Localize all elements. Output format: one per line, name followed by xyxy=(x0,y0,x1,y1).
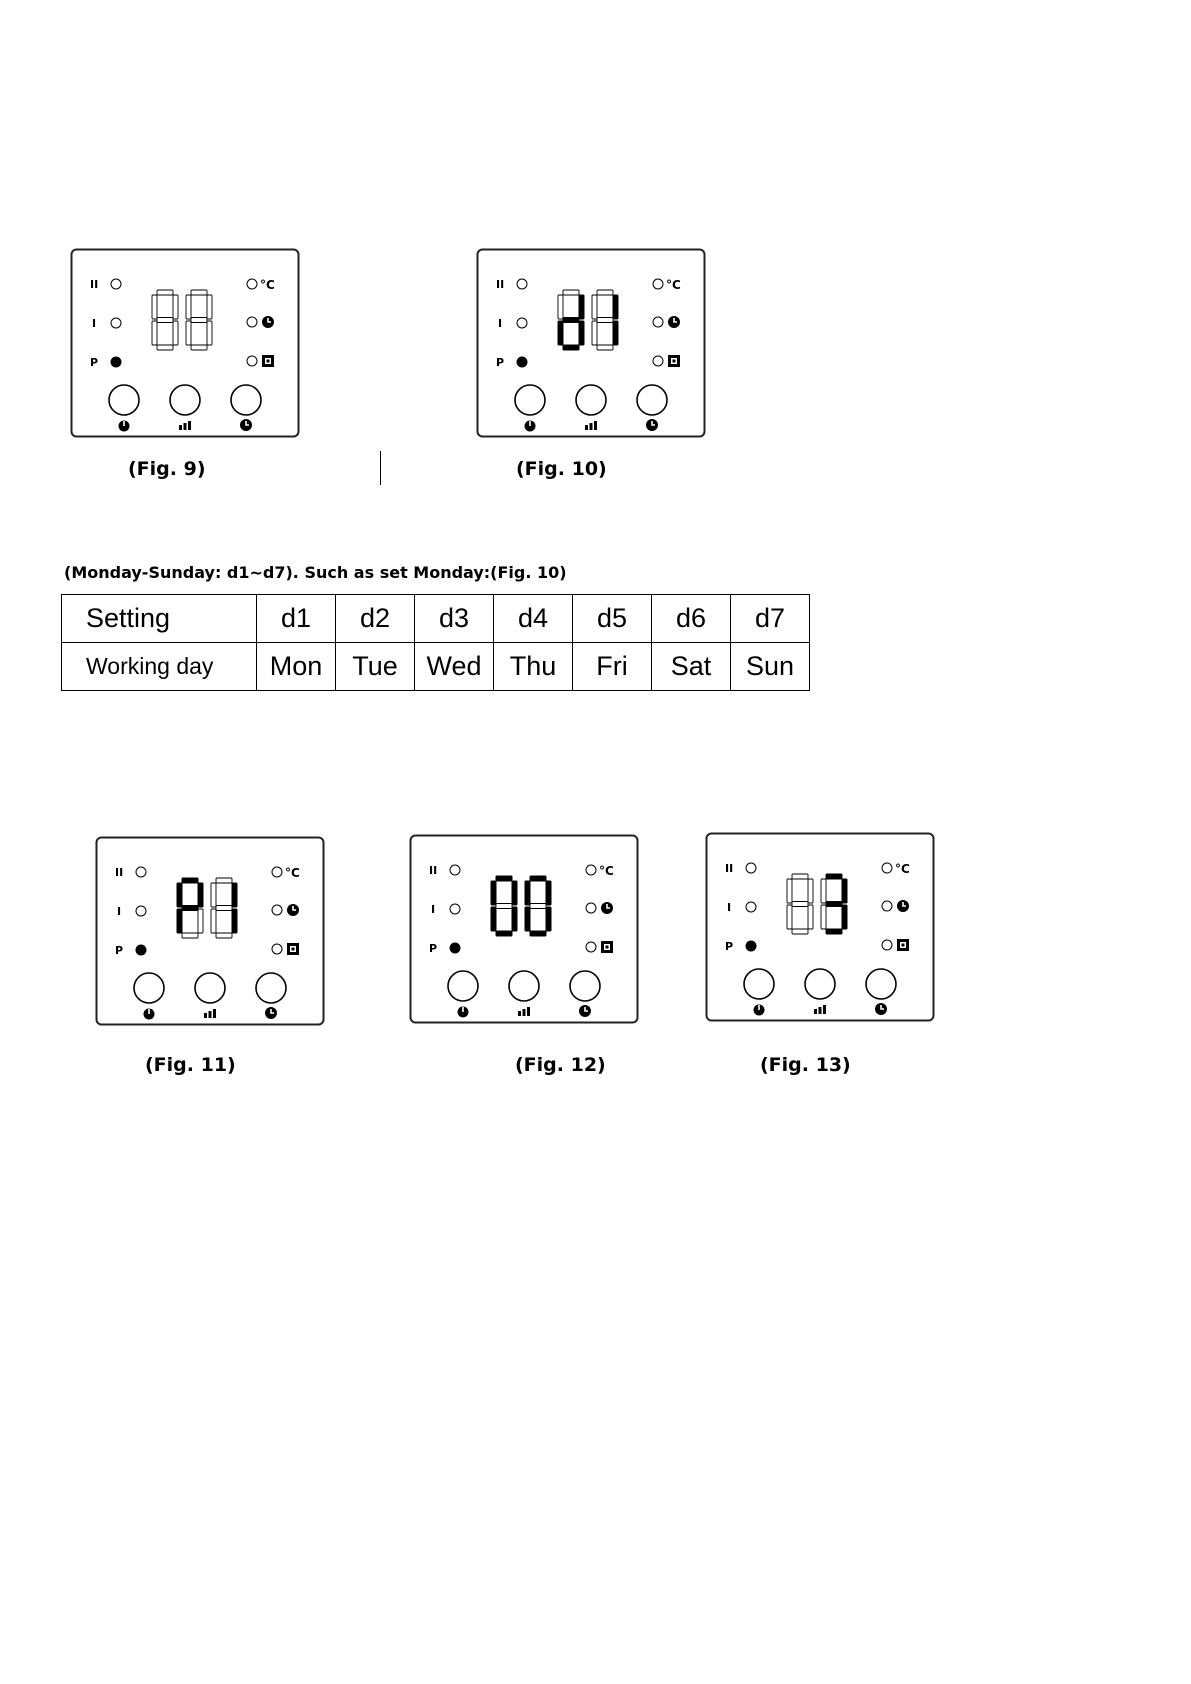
caption-fig13: (Fig. 13) xyxy=(760,1054,851,1076)
program-label: P xyxy=(115,944,124,957)
display-panel-fig12 xyxy=(409,834,639,1024)
lcd-segment xyxy=(496,931,512,936)
week-icon xyxy=(897,939,909,951)
clock-icon xyxy=(262,316,274,328)
week-icon xyxy=(601,941,613,953)
program-label: P xyxy=(429,942,438,955)
day-cell: Mon xyxy=(257,643,336,691)
program-indicator xyxy=(111,357,122,368)
level-icon-bar xyxy=(518,1011,521,1016)
lcd-segment xyxy=(496,904,512,909)
power-button xyxy=(515,385,545,415)
speed2-label: II xyxy=(429,864,438,877)
lcd-segment xyxy=(826,902,842,907)
weekday-table xyxy=(61,594,810,691)
table-row-setting xyxy=(62,595,810,643)
clock-icon xyxy=(287,904,299,916)
caption-fig11: (Fig. 11) xyxy=(145,1054,236,1076)
lcd-segment xyxy=(546,881,551,905)
speed2-indicator xyxy=(517,279,527,289)
lcd-segment xyxy=(216,933,232,938)
divider-line xyxy=(380,451,381,485)
level-icon-bar xyxy=(527,1007,530,1016)
lcd-segment xyxy=(157,345,173,350)
lcd-segment xyxy=(152,321,157,345)
lcd-segment xyxy=(211,909,216,933)
lcd-segment xyxy=(216,878,232,883)
level-button xyxy=(509,971,539,1001)
lcd-segment xyxy=(597,345,613,350)
level-button xyxy=(170,385,200,415)
clock-indicator xyxy=(586,903,596,913)
celsius-icon: °C xyxy=(285,866,300,880)
lcd-panel-drawing xyxy=(70,248,300,438)
power-button xyxy=(744,969,774,999)
table-row-working-day xyxy=(62,643,810,691)
celsius-indicator xyxy=(586,865,596,875)
day-cell: Wed xyxy=(415,643,494,691)
speed1-label: I xyxy=(727,901,732,914)
lcd-segment xyxy=(198,909,203,933)
power-icon xyxy=(754,1005,765,1016)
lcd-panel-drawing xyxy=(409,834,639,1024)
lcd-segment xyxy=(558,295,563,319)
lcd-segment xyxy=(232,883,237,907)
caption-fig12: (Fig. 12) xyxy=(515,1054,606,1076)
week-indicator xyxy=(247,356,257,366)
program-indicator xyxy=(136,945,147,956)
lcd-segment xyxy=(157,290,173,295)
lcd-segment xyxy=(563,290,579,295)
setting-cell: d5 xyxy=(573,595,652,643)
program-indicator xyxy=(517,357,528,368)
lcd-segment xyxy=(177,883,182,907)
level-icon-bar xyxy=(823,1005,826,1014)
lcd-panel-drawing xyxy=(95,836,325,1026)
speed1-indicator xyxy=(746,902,756,912)
day-cell: Tue xyxy=(336,643,415,691)
day-cell: Thu xyxy=(494,643,573,691)
speed1-indicator xyxy=(136,906,146,916)
lcd-segment xyxy=(191,318,207,323)
clock-icon xyxy=(668,316,680,328)
celsius-icon: °C xyxy=(599,864,614,878)
timer-button xyxy=(637,385,667,415)
lcd-segment xyxy=(597,318,613,323)
program-label: P xyxy=(725,940,734,953)
speed2-indicator xyxy=(136,867,146,877)
lcd-segment xyxy=(232,909,237,933)
setting-cell: d4 xyxy=(494,595,573,643)
power-button xyxy=(448,971,478,1001)
speed1-label: I xyxy=(431,903,436,916)
celsius-icon: °C xyxy=(260,278,275,292)
speed2-indicator xyxy=(746,863,756,873)
display-panel-fig11 xyxy=(95,836,325,1026)
lcd-segment xyxy=(173,321,178,345)
level-icon-bar xyxy=(213,1009,216,1018)
speed2-label: II xyxy=(90,278,99,291)
program-label: P xyxy=(90,356,99,369)
clock-indicator xyxy=(272,905,282,915)
weekday-note: (Monday-Sunday: d1~d7). Such as set Monday:(Fig. 10) xyxy=(64,563,567,582)
week-icon xyxy=(668,355,680,367)
speed1-indicator xyxy=(111,318,121,328)
week-icon-dot xyxy=(902,944,905,947)
speed2-label: II xyxy=(115,866,124,879)
celsius-indicator xyxy=(272,867,282,877)
clock-indicator xyxy=(653,317,663,327)
lcd-segment xyxy=(152,295,157,319)
lcd-segment xyxy=(525,881,530,905)
setting-cell: d2 xyxy=(336,595,415,643)
week-icon xyxy=(287,943,299,955)
setting-cell: d1 xyxy=(257,595,336,643)
lcd-segment xyxy=(592,321,597,345)
lcd-segment xyxy=(792,874,808,879)
lcd-segment xyxy=(826,874,842,879)
caption-fig9: (Fig. 9) xyxy=(128,458,206,480)
lcd-segment xyxy=(186,321,191,345)
speed2-indicator xyxy=(111,279,121,289)
lcd-segment xyxy=(177,909,182,933)
program-indicator xyxy=(450,943,461,954)
lcd-segment xyxy=(546,907,551,931)
lcd-segment xyxy=(186,295,191,319)
timer-icon xyxy=(240,419,252,431)
lcd-segment xyxy=(191,345,207,350)
clock-icon xyxy=(897,900,909,912)
week-indicator xyxy=(586,942,596,952)
row-label-working-day: Working day xyxy=(62,643,257,691)
display-panel-fig10 xyxy=(476,248,706,438)
speed2-label: II xyxy=(725,862,734,875)
celsius-indicator xyxy=(247,279,257,289)
power-button xyxy=(134,973,164,1003)
lcd-segment xyxy=(563,318,579,323)
week-icon-dot xyxy=(673,360,676,363)
lcd-segment xyxy=(491,881,496,905)
lcd-segment xyxy=(579,321,584,345)
timer-button xyxy=(570,971,600,1001)
display-panel-fig13 xyxy=(705,832,935,1022)
display-panel-fig9 xyxy=(70,248,300,438)
lcd-segment xyxy=(787,905,792,929)
lcd-segment xyxy=(491,907,496,931)
lcd-segment xyxy=(216,906,232,911)
level-icon-bar xyxy=(209,1011,212,1018)
lcd-segment xyxy=(787,879,792,903)
week-icon xyxy=(262,355,274,367)
setting-cell: d7 xyxy=(731,595,810,643)
lcd-segment xyxy=(182,878,198,883)
timer-icon xyxy=(579,1005,591,1017)
program-label: P xyxy=(496,356,505,369)
level-icon-bar xyxy=(585,425,588,430)
day-cell: Sat xyxy=(652,643,731,691)
speed1-indicator xyxy=(450,904,460,914)
lcd-segment xyxy=(597,290,613,295)
power-icon xyxy=(144,1009,155,1020)
lcd-segment xyxy=(207,321,212,345)
timer-button xyxy=(231,385,261,415)
week-indicator xyxy=(653,356,663,366)
timer-icon xyxy=(646,419,658,431)
lcd-segment xyxy=(563,345,579,350)
level-icon-bar xyxy=(179,425,182,430)
day-cell: Fri xyxy=(573,643,652,691)
lcd-segment xyxy=(842,879,847,903)
celsius-indicator xyxy=(653,279,663,289)
level-icon-bar xyxy=(819,1007,822,1014)
week-indicator xyxy=(882,940,892,950)
caption-fig10: (Fig. 10) xyxy=(516,458,607,480)
lcd-segment xyxy=(792,929,808,934)
power-icon xyxy=(119,421,130,432)
lcd-segment xyxy=(512,881,517,905)
lcd-segment xyxy=(592,295,597,319)
setting-cell: d6 xyxy=(652,595,731,643)
level-icon-bar xyxy=(184,423,187,430)
level-icon-bar xyxy=(594,421,597,430)
lcd-segment xyxy=(198,883,203,907)
lcd-segment xyxy=(191,290,207,295)
level-button xyxy=(195,973,225,1003)
week-icon-dot xyxy=(292,948,295,951)
lcd-segment xyxy=(579,295,584,319)
level-icon-bar xyxy=(814,1009,817,1014)
lcd-segment xyxy=(525,907,530,931)
level-icon-bar xyxy=(204,1013,207,1018)
lcd-panel-drawing xyxy=(476,248,706,438)
power-button xyxy=(109,385,139,415)
speed1-label: I xyxy=(92,317,97,330)
celsius-icon: °C xyxy=(895,862,910,876)
lcd-segment xyxy=(613,321,618,345)
power-icon xyxy=(458,1007,469,1018)
timer-icon xyxy=(875,1003,887,1015)
level-button xyxy=(576,385,606,415)
level-icon-bar xyxy=(188,421,191,430)
celsius-icon: °C xyxy=(666,278,681,292)
lcd-segment xyxy=(173,295,178,319)
lcd-segment xyxy=(821,905,826,929)
day-cell: Sun xyxy=(731,643,810,691)
clock-indicator xyxy=(247,317,257,327)
speed2-indicator xyxy=(450,865,460,875)
lcd-segment xyxy=(496,876,512,881)
setting-cell: d3 xyxy=(415,595,494,643)
power-icon xyxy=(525,421,536,432)
lcd-segment xyxy=(808,905,813,929)
speed2-label: II xyxy=(496,278,505,291)
lcd-segment xyxy=(182,906,198,911)
speed1-indicator xyxy=(517,318,527,328)
level-icon-bar xyxy=(523,1009,526,1016)
lcd-segment xyxy=(558,321,563,345)
clock-icon xyxy=(601,902,613,914)
lcd-segment xyxy=(512,907,517,931)
lcd-segment xyxy=(530,876,546,881)
lcd-segment xyxy=(530,931,546,936)
lcd-segment xyxy=(157,318,173,323)
timer-icon xyxy=(265,1007,277,1019)
week-icon-dot xyxy=(606,946,609,949)
lcd-segment xyxy=(842,905,847,929)
lcd-panel-drawing xyxy=(705,832,935,1022)
lcd-segment xyxy=(821,879,826,903)
speed1-label: I xyxy=(498,317,503,330)
lcd-segment xyxy=(211,883,216,907)
timer-button xyxy=(866,969,896,999)
timer-button xyxy=(256,973,286,1003)
lcd-segment xyxy=(792,902,808,907)
row-label-setting: Setting xyxy=(62,595,257,643)
level-icon-bar xyxy=(590,423,593,430)
celsius-indicator xyxy=(882,863,892,873)
speed1-label: I xyxy=(117,905,122,918)
lcd-segment xyxy=(826,929,842,934)
week-icon-dot xyxy=(267,360,270,363)
lcd-segment xyxy=(530,904,546,909)
lcd-segment xyxy=(207,295,212,319)
program-indicator xyxy=(746,941,757,952)
lcd-segment xyxy=(808,879,813,903)
clock-indicator xyxy=(882,901,892,911)
lcd-segment xyxy=(182,933,198,938)
level-button xyxy=(805,969,835,999)
week-indicator xyxy=(272,944,282,954)
lcd-segment xyxy=(613,295,618,319)
